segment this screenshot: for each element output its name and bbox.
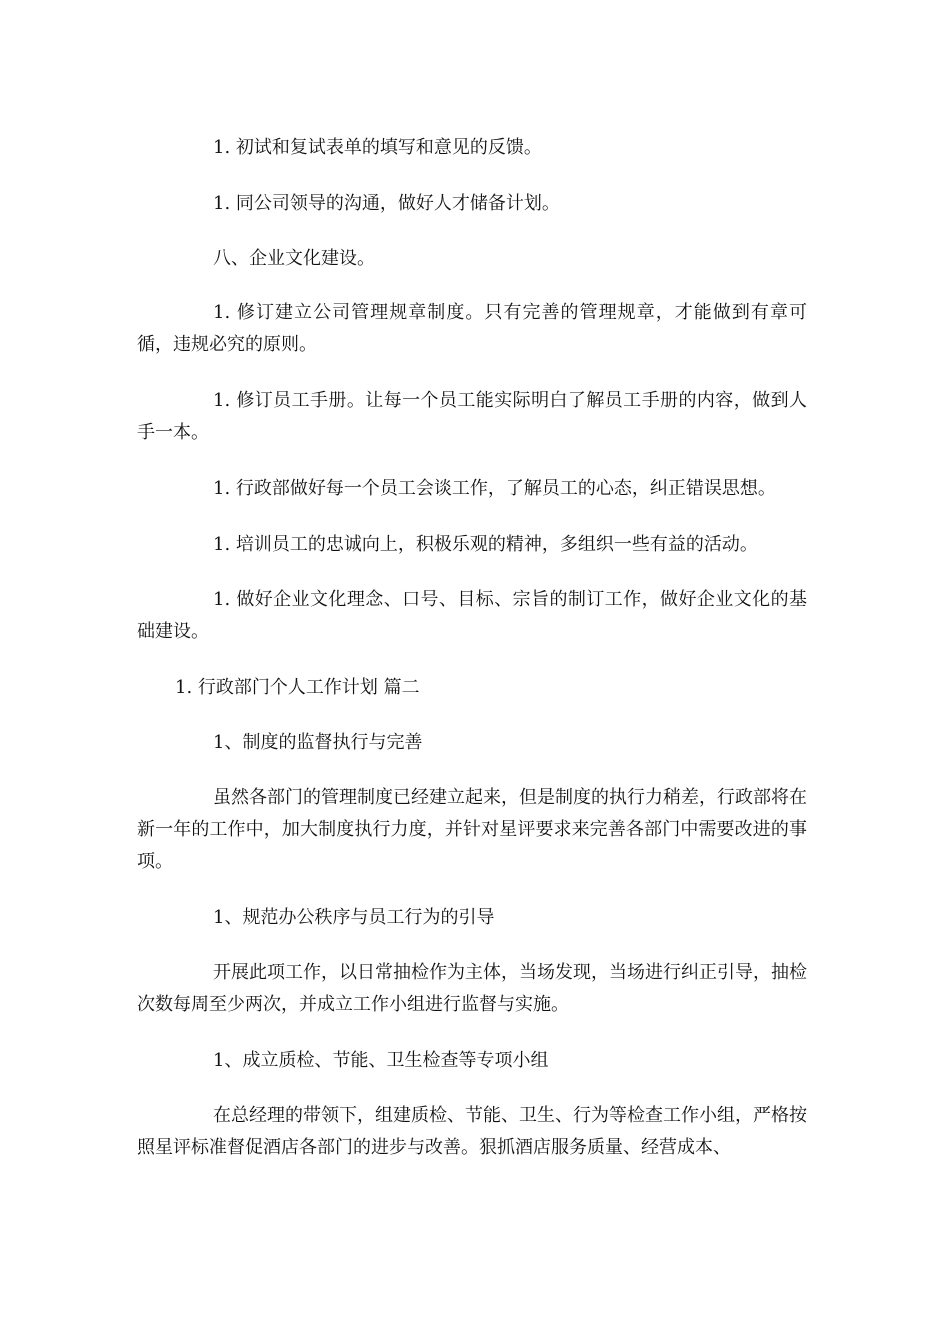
- paragraph-4: 1. 修订员工手册。让每一个员工能实际明白了解员工手册的内容，做到人手一本。: [137, 390, 807, 443]
- part-heading: 1. 行政部门个人工作计划 篇二: [175, 677, 420, 698]
- paragraph-7: 1. 做好企业文化理念、口号、目标、宗旨的制订工作，做好企业文化的基础建设。: [137, 589, 807, 642]
- subheading-1: 1、制度的监督执行与完善: [213, 732, 423, 753]
- paragraph-8: 虽然各部门的管理制度已经建立起来，但是制度的执行力稍差，行政部将在新一年的工作中，加大制度执行力度，并针对星评要求来完善各部门中需要改进的事项。: [137, 787, 807, 872]
- paragraph-3: 1. 修订建立公司管理规章制度。只有完善的管理规章，才能做到有章可循，违规必究的原则。: [137, 302, 807, 355]
- paragraph-5: 1. 行政部做好每一个员工会谈工作，了解员工的心态，纠正错误思想。: [213, 478, 776, 499]
- subheading-2: 1、规范办公秩序与员工行为的引导: [213, 907, 495, 928]
- section-heading: 八、企业文化建设。: [213, 248, 375, 269]
- paragraph-9: 开展此项工作，以日常抽检作为主体，当场发现，当场进行纠正引导，抽检次数每周至少两次，并成立工作小组进行监督与实施。: [137, 962, 807, 1015]
- paragraph-10: 在总经理的带领下，组建质检、节能、卫生、行为等检查工作小组，严格按照星评标准督促酒店各部门的进步与改善。狠抓酒店服务质量、经营成本、: [137, 1105, 807, 1158]
- paragraph-2: 1. 同公司领导的沟通，做好人才储备计划。: [213, 193, 560, 214]
- paragraph-1: 1. 初试和复试表单的填写和意见的反馈。: [213, 137, 542, 158]
- subheading-3: 1、成立质检、节能、卫生检查等专项小组: [213, 1050, 549, 1071]
- paragraph-6: 1. 培训员工的忠诚向上，积极乐观的精神，多组织一些有益的活动。: [213, 534, 758, 555]
